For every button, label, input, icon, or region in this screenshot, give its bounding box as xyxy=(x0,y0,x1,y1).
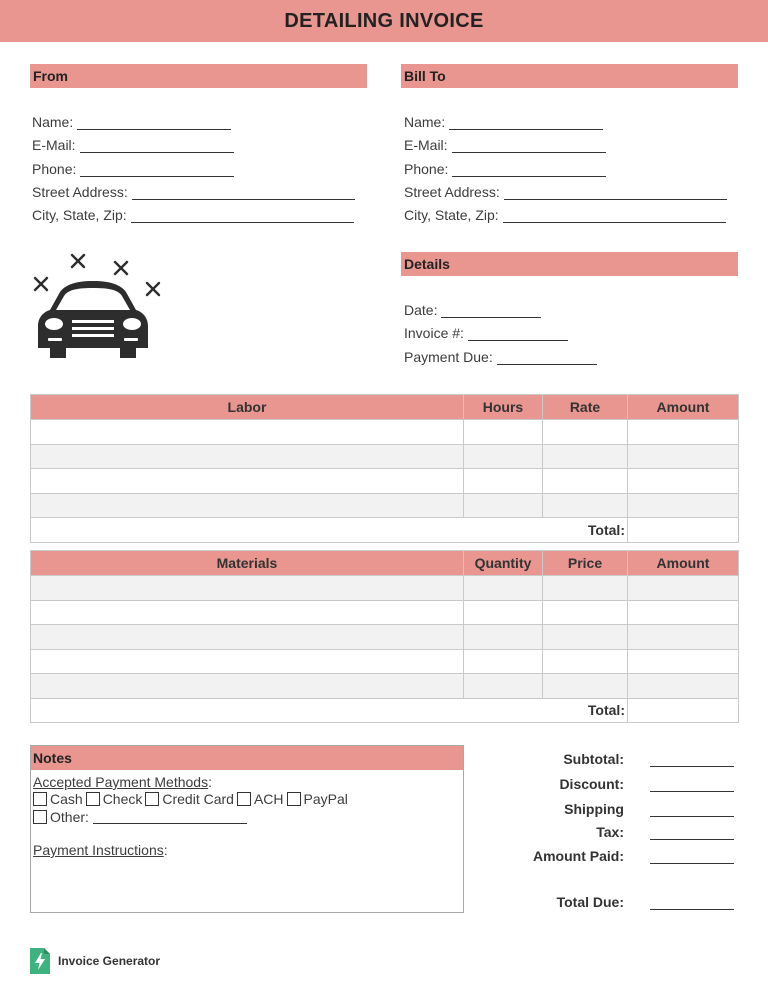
table-row[interactable] xyxy=(31,674,739,699)
from-phone-line[interactable] xyxy=(80,163,234,177)
table-row[interactable] xyxy=(31,420,739,445)
date-field[interactable]: Date: xyxy=(404,302,541,318)
cash-label: Cash xyxy=(50,791,83,807)
table-row[interactable] xyxy=(31,444,739,469)
amount-cell[interactable] xyxy=(628,600,739,625)
materials-total-label: Total: xyxy=(31,698,628,723)
amount-cell[interactable] xyxy=(628,420,739,445)
bill-name-line[interactable] xyxy=(449,116,603,130)
material-cell[interactable] xyxy=(31,576,464,601)
other-label: Other: xyxy=(50,809,89,825)
materials-total-row xyxy=(31,698,739,723)
from-name-field[interactable]: Name: xyxy=(32,114,231,130)
rate-cell[interactable] xyxy=(543,469,628,494)
amount-cell[interactable] xyxy=(628,674,739,699)
bill-to-heading: Bill To xyxy=(401,64,738,88)
subtotal-line[interactable] xyxy=(650,753,734,767)
materials-header-row xyxy=(31,551,739,576)
total-due-line[interactable] xyxy=(650,896,734,910)
shipping-label: Shipping xyxy=(564,801,624,817)
bill-email-line[interactable] xyxy=(452,139,606,153)
payment-due-line[interactable] xyxy=(497,351,597,365)
table-row[interactable] xyxy=(31,493,739,518)
brand-name: Invoice Generator xyxy=(58,954,161,968)
quantity-cell[interactable] xyxy=(464,625,543,650)
price-cell[interactable] xyxy=(543,625,628,650)
labor-cell[interactable] xyxy=(31,444,464,469)
paypal-label: PayPal xyxy=(303,791,348,807)
materials-total-cell[interactable] xyxy=(628,698,739,723)
table-row[interactable] xyxy=(31,625,739,650)
check-label: Check xyxy=(102,791,143,807)
bill-city-line[interactable] xyxy=(503,209,726,223)
other-option xyxy=(33,809,247,825)
discount-label: Discount: xyxy=(559,776,624,792)
amount-paid-line[interactable] xyxy=(650,850,734,864)
hours-col-header: Hours xyxy=(464,395,543,420)
tax-label: Tax: xyxy=(596,824,624,840)
material-cell[interactable] xyxy=(31,674,464,699)
amount-cell[interactable] xyxy=(628,493,739,518)
payment-options xyxy=(33,791,351,807)
car-sparkle-icon xyxy=(30,252,162,364)
from-name-line[interactable] xyxy=(77,116,231,130)
amount-cell[interactable] xyxy=(628,625,739,650)
quantity-cell[interactable] xyxy=(464,674,543,699)
materials-amount-col-header: Amount xyxy=(628,551,739,576)
hours-cell[interactable] xyxy=(464,444,543,469)
shipping-row xyxy=(500,797,740,817)
price-cell[interactable] xyxy=(543,576,628,601)
check-checkbox[interactable] xyxy=(86,792,100,806)
credit-card-checkbox[interactable] xyxy=(145,792,159,806)
cash-checkbox[interactable] xyxy=(33,792,47,806)
bill-phone-line[interactable] xyxy=(452,163,606,177)
from-email-line[interactable] xyxy=(80,139,234,153)
labor-cell[interactable] xyxy=(31,493,464,518)
quantity-col-header: Quantity xyxy=(464,551,543,576)
notes-heading: Notes xyxy=(31,746,463,770)
credit-card-label: Credit Card xyxy=(162,791,234,807)
bill-email-field[interactable]: E-Mail: xyxy=(404,137,606,153)
material-cell[interactable] xyxy=(31,625,464,650)
total-due-row xyxy=(500,890,740,910)
materials-col-header: Materials xyxy=(31,551,464,576)
from-phone-field[interactable]: Phone: xyxy=(32,161,234,177)
discount-row xyxy=(500,772,740,792)
quantity-cell[interactable] xyxy=(464,649,543,674)
hours-cell[interactable] xyxy=(464,420,543,445)
amount-cell[interactable] xyxy=(628,649,739,674)
price-cell[interactable] xyxy=(543,649,628,674)
bill-street-field[interactable]: Street Address: xyxy=(404,184,727,200)
amount-cell[interactable] xyxy=(628,576,739,601)
from-street-line[interactable] xyxy=(132,186,355,200)
ach-checkbox[interactable] xyxy=(237,792,251,806)
hours-cell[interactable] xyxy=(464,469,543,494)
table-row[interactable] xyxy=(31,469,739,494)
paypal-checkbox[interactable] xyxy=(287,792,301,806)
quantity-cell[interactable] xyxy=(464,600,543,625)
rate-cell[interactable] xyxy=(543,444,628,469)
labor-total-row xyxy=(31,518,739,543)
from-street-field[interactable]: Street Address: xyxy=(32,184,355,200)
tax-row xyxy=(500,820,740,840)
subtotal-row xyxy=(500,747,740,767)
labor-cell[interactable] xyxy=(31,420,464,445)
shipping-line[interactable] xyxy=(650,803,734,817)
brand-footer xyxy=(30,948,160,974)
labor-cell[interactable] xyxy=(31,469,464,494)
payment-due-field[interactable]: Payment Due: xyxy=(404,349,597,365)
labor-total-cell[interactable] xyxy=(628,518,739,543)
payment-methods-label: Accepted Payment Methods: xyxy=(33,774,212,790)
subtotal-label: Subtotal: xyxy=(563,751,624,767)
labor-table xyxy=(30,394,739,543)
materials-table xyxy=(30,550,739,723)
labor-header-row xyxy=(31,395,739,420)
bill-name-field[interactable]: Name: xyxy=(404,114,603,130)
amount-cell[interactable] xyxy=(628,444,739,469)
table-row[interactable] xyxy=(31,649,739,674)
from-city-field[interactable]: City, State, Zip: xyxy=(32,207,354,223)
hours-cell[interactable] xyxy=(464,493,543,518)
amount-paid-row xyxy=(500,844,740,864)
other-checkbox[interactable] xyxy=(33,810,47,824)
material-cell[interactable] xyxy=(31,600,464,625)
other-line[interactable] xyxy=(93,811,247,824)
table-row[interactable] xyxy=(31,600,739,625)
price-cell[interactable] xyxy=(543,674,628,699)
from-city-line[interactable] xyxy=(131,209,354,223)
title-bar xyxy=(0,0,768,42)
amount-paid-label: Amount Paid: xyxy=(533,848,624,864)
date-line[interactable] xyxy=(441,304,541,318)
ach-label: ACH xyxy=(253,791,284,807)
bill-city-field[interactable]: City, State, Zip: xyxy=(404,207,726,223)
labor-total-label: Total: xyxy=(31,518,628,543)
labor-col-header: Labor xyxy=(31,395,464,420)
total-due-label: Total Due: xyxy=(556,894,624,910)
invoice-title: DETAILING INVOICE xyxy=(284,9,484,32)
tax-line[interactable] xyxy=(650,826,734,840)
bill-street-line[interactable] xyxy=(504,186,727,200)
notes-box xyxy=(30,745,464,913)
amount-cell[interactable] xyxy=(628,469,739,494)
from-heading: From xyxy=(30,64,367,88)
rate-cell[interactable] xyxy=(543,493,628,518)
bill-phone-field[interactable]: Phone: xyxy=(404,161,606,177)
table-row[interactable] xyxy=(31,576,739,601)
invoice-number-line[interactable] xyxy=(468,327,568,341)
rate-cell[interactable] xyxy=(543,420,628,445)
price-cell[interactable] xyxy=(543,600,628,625)
labor-amount-col-header: Amount xyxy=(628,395,739,420)
quantity-cell[interactable] xyxy=(464,576,543,601)
details-heading: Details xyxy=(401,252,738,276)
invoice-number-field[interactable]: Invoice #: xyxy=(404,325,568,341)
material-cell[interactable] xyxy=(31,649,464,674)
price-col-header: Price xyxy=(543,551,628,576)
payment-instructions-label: Payment Instructions: xyxy=(33,842,168,858)
from-email-field[interactable]: E-Mail: xyxy=(32,137,234,153)
discount-line[interactable] xyxy=(650,778,734,792)
invoice-generator-logo-icon xyxy=(30,948,50,974)
rate-col-header: Rate xyxy=(543,395,628,420)
